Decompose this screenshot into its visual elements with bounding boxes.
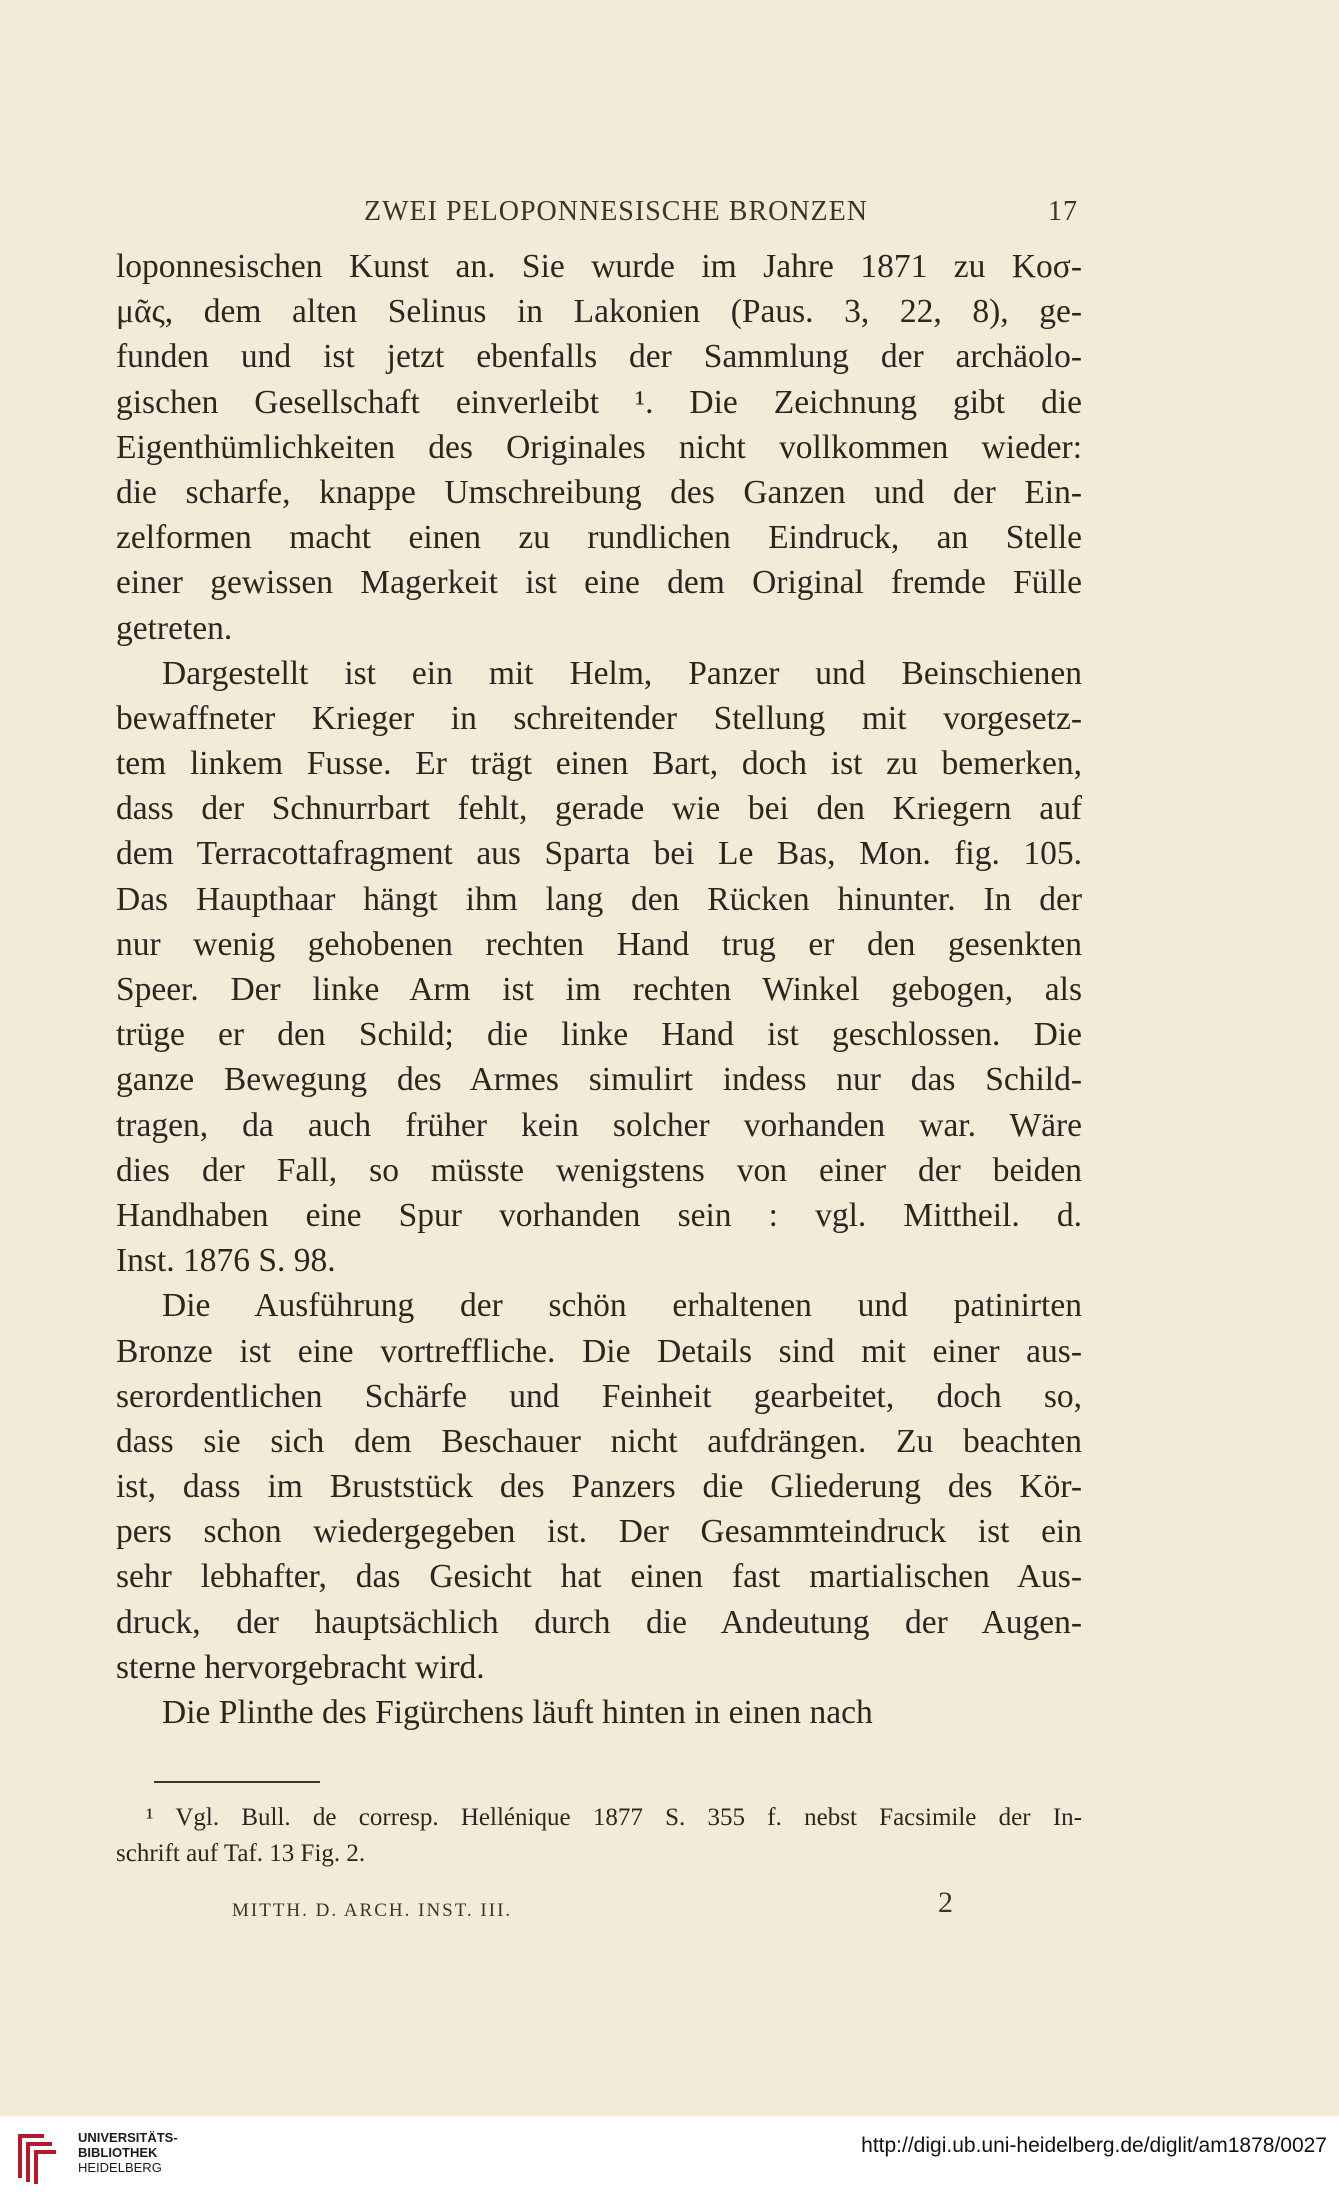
text-line: dies der Fall, so müsste wenigstens von einer der beiden — [116, 1151, 1082, 1189]
text-line: Eigenthümlichkeiten des Originales nicht vollkommen wieder: — [116, 428, 1082, 466]
text-line: Dargestellt ist ein mit Helm, Panzer und Beinschienen — [162, 654, 1082, 692]
text-line: druck, der hauptsächlich durch die Andeutung der Augen- — [116, 1603, 1082, 1641]
text-line: serordentlichen Schärfe und Feinheit gearbeitet, doch so, — [116, 1377, 1082, 1415]
footnote-line: schrift auf Taf. 13 Fig. 2. — [116, 1840, 366, 1867]
text-line: bewaffneter Krieger in schreitender Stellung mit vorgesetz- — [116, 699, 1082, 737]
text-line: dass der Schnurrbart fehlt, gerade wie bei den Kriegern auf — [116, 790, 1082, 828]
text-line: Handhaben eine Spur vorhanden sein : vgl. Mittheil. d. — [116, 1196, 1082, 1234]
library-name-line2: BIBLIOTHEK — [78, 2145, 158, 2160]
text-line: einer gewissen Magerkeit ist eine dem Original fremde Fülle — [116, 564, 1082, 602]
library-logo-icon — [14, 2126, 58, 2186]
viewer-footer — [0, 2116, 1339, 2200]
text-line: Das Haupthaar hängt ihm lang den Rücken hinunter. In der — [116, 880, 1082, 918]
text-line: trüge er den Schild; die linke Hand ist geschlossen. Die — [116, 1016, 1082, 1054]
printer-signature: MITTH. D. ARCH. INST. III. — [232, 1900, 513, 1921]
text-line: gischen Gesellschaft einverleibt ¹. Die Zeichnung gibt die — [116, 383, 1082, 421]
text-line: zelformen macht einen zu rundlichen Eindruck, an Stelle — [116, 519, 1082, 557]
text-line: loponnesischen Kunst an. Sie wurde im Jahre 1871 zu Κοσ- — [116, 248, 1082, 285]
footnote-divider — [154, 1781, 320, 1783]
text-line: die scharfe, knappe Umschreibung des Ganzen und der Ein- — [116, 473, 1082, 511]
running-header — [114, 196, 1084, 236]
permalink-url[interactable]: http://digi.ub.uni-heidelberg.de/diglit/am1878/0027 — [861, 2134, 1327, 2157]
text-line: sehr lebhafter, das Gesicht hat einen fast martialischen Aus- — [116, 1558, 1082, 1596]
text-line: ist, dass im Bruststück des Panzers die Gliederung des Kör- — [116, 1468, 1082, 1506]
page-number: 17 — [1048, 196, 1078, 227]
text-line: nur wenig gehobenen rechten Hand trug er den gesenkten — [116, 925, 1082, 963]
text-line: Bronze ist eine vortreffliche. Die Details sind mit einer aus- — [116, 1332, 1082, 1370]
footnotes — [116, 1800, 1082, 1872]
text-line: tem linkem Fusse. Er trägt einen Bart, doch ist zu bemerken, — [116, 745, 1082, 783]
library-name — [78, 2130, 178, 2175]
text-line: Die Plinthe des Figürchens läuft hinten in einen nach — [162, 1694, 873, 1731]
text-line: sterne hervorgebracht wird. — [116, 1648, 485, 1686]
text-line: getreten. — [116, 609, 233, 647]
text-line: tragen, da auch früher kein solcher vorhanden war. Wäre — [116, 1106, 1082, 1144]
sheet-number: 2 — [938, 1886, 953, 1919]
text-line: funden und ist jetzt ebenfalls der Sammlung der archäolo- — [116, 338, 1082, 376]
footnote-line: ¹ Vgl. Bull. de corresp. Hellénique 1877 S. 355 f. nebst Facsimile der In- — [146, 1804, 1082, 1831]
library-name-line1: UNIVERSITÄTS- — [78, 2130, 178, 2145]
text-line: μᾶς, dem alten Selinus in Lakonien (Paus. 3, 22, 8), ge- — [116, 293, 1082, 331]
text-line: dass sie sich dem Beschauer nicht aufdrängen. Zu beachten — [116, 1422, 1082, 1460]
text-line: Die Ausführung der schön erhaltenen und patinirten — [162, 1287, 1082, 1325]
text-line: dem Terracottafragment aus Sparta bei Le Bas, Mon. fig. 105. — [116, 835, 1082, 873]
text-line: Inst. 1876 S. 98. — [116, 1242, 336, 1280]
text-line: pers schon wiedergegeben ist. Der Gesammteindruck ist ein — [116, 1513, 1082, 1551]
running-title: ZWEI PELOPONNESISCHE BRONZEN — [364, 196, 868, 227]
text-line: Speer. Der linke Arm ist im rechten Winkel gebogen, als — [116, 971, 1082, 1008]
body-text — [116, 244, 1082, 1735]
text-line: ganze Bewegung des Armes simulirt indess nur das Schild- — [116, 1061, 1082, 1099]
library-name-line3: HEIDELBERG — [78, 2160, 162, 2175]
